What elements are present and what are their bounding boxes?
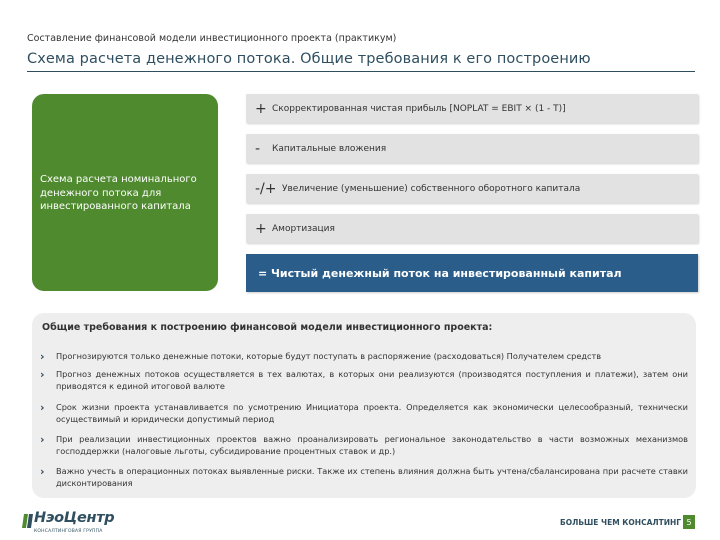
chevron-right-icon: › [40, 401, 45, 414]
requirement-item [40, 433, 688, 457]
scheme-label-box [32, 94, 218, 291]
requirement-item [40, 368, 688, 392]
requirements-panel [32, 313, 696, 498]
minus-operator: - [255, 140, 261, 157]
scheme-row-text: Скорректированная чистая прибыль [NOPLAT = EBIT × (1 - T)] [272, 103, 566, 114]
scheme-row-working-capital [246, 174, 698, 203]
scheme-row-noplat [246, 94, 698, 123]
plus-operator: + [255, 220, 267, 237]
chevron-right-icon: › [40, 368, 45, 381]
chevron-right-icon: › [40, 350, 45, 363]
company-logo [22, 512, 130, 536]
requirement-item [40, 350, 688, 363]
page-number: 5 [683, 515, 695, 529]
scheme-row-depreciation [246, 214, 698, 243]
requirement-item [40, 465, 688, 489]
presentation-subtitle: Составление финансовой модели инвестиционного проекта (практикум) [27, 33, 397, 44]
minus-plus-operator: -/+ [255, 180, 277, 197]
requirement-item [40, 401, 688, 425]
logo-wordmark: НэоЦентр [34, 510, 115, 526]
scheme-row-text: Увеличение (уменьшение) собственного оборотного капитала [282, 183, 581, 194]
title-divider [27, 71, 695, 72]
requirement-text: Срок жизни проекта устанавливается по усмотрению Инициатора проекта. Определяется как экономически целесообразный, технически осуществимый и юридически допустимый период [56, 402, 688, 424]
requirement-text: Прогноз денежных потоков осуществляется в тех валютах, в которых они реализуются (производятся поступления и платежи), затем они приводятся к единой итоговой валюте [56, 369, 688, 391]
scheme-row-text: Капитальные вложения [272, 143, 387, 154]
scheme-result-row: = Чистый денежный поток на инвестированный капитал [246, 254, 698, 292]
scheme-row-capex [246, 134, 698, 163]
slide-title: Схема расчета денежного потока. Общие требования к его построению [27, 51, 591, 67]
requirement-text: Прогнозируются только денежные потоки, которые будут поступать в распоряжение (расходоваться) Получателем средств [56, 351, 602, 361]
requirement-text: При реализации инвестиционных проектов важно проанализировать региональное законодательство в части возможных механизмов господдержки (налоговые льготы, субсидирование процентных ставок и др.) [56, 434, 688, 456]
chevron-right-icon: › [40, 465, 45, 478]
requirements-title: Общие требования к построению финансовой модели инвестиционного проекта: [42, 322, 493, 333]
chevron-right-icon: › [40, 433, 45, 446]
scheme-label-text: Схема расчета номинального денежного потока для инвестированного капитала [40, 174, 197, 212]
logo-tagline: КОНСАЛТИНГОВАЯ ГРУППА [34, 529, 103, 534]
plus-operator: + [255, 100, 267, 117]
requirement-text: Важно учесть в операционных потоках выявленные риски. Также их степень влияния должна быть учтена/сбалансирована при расчете ставки дисконтирования [56, 466, 688, 488]
scheme-row-text: Амортизация [272, 223, 335, 234]
footer-slogan: БОЛЬШЕ ЧЕМ КОНСАЛТИНГ [560, 518, 682, 527]
logo-mark-icon [22, 513, 34, 529]
